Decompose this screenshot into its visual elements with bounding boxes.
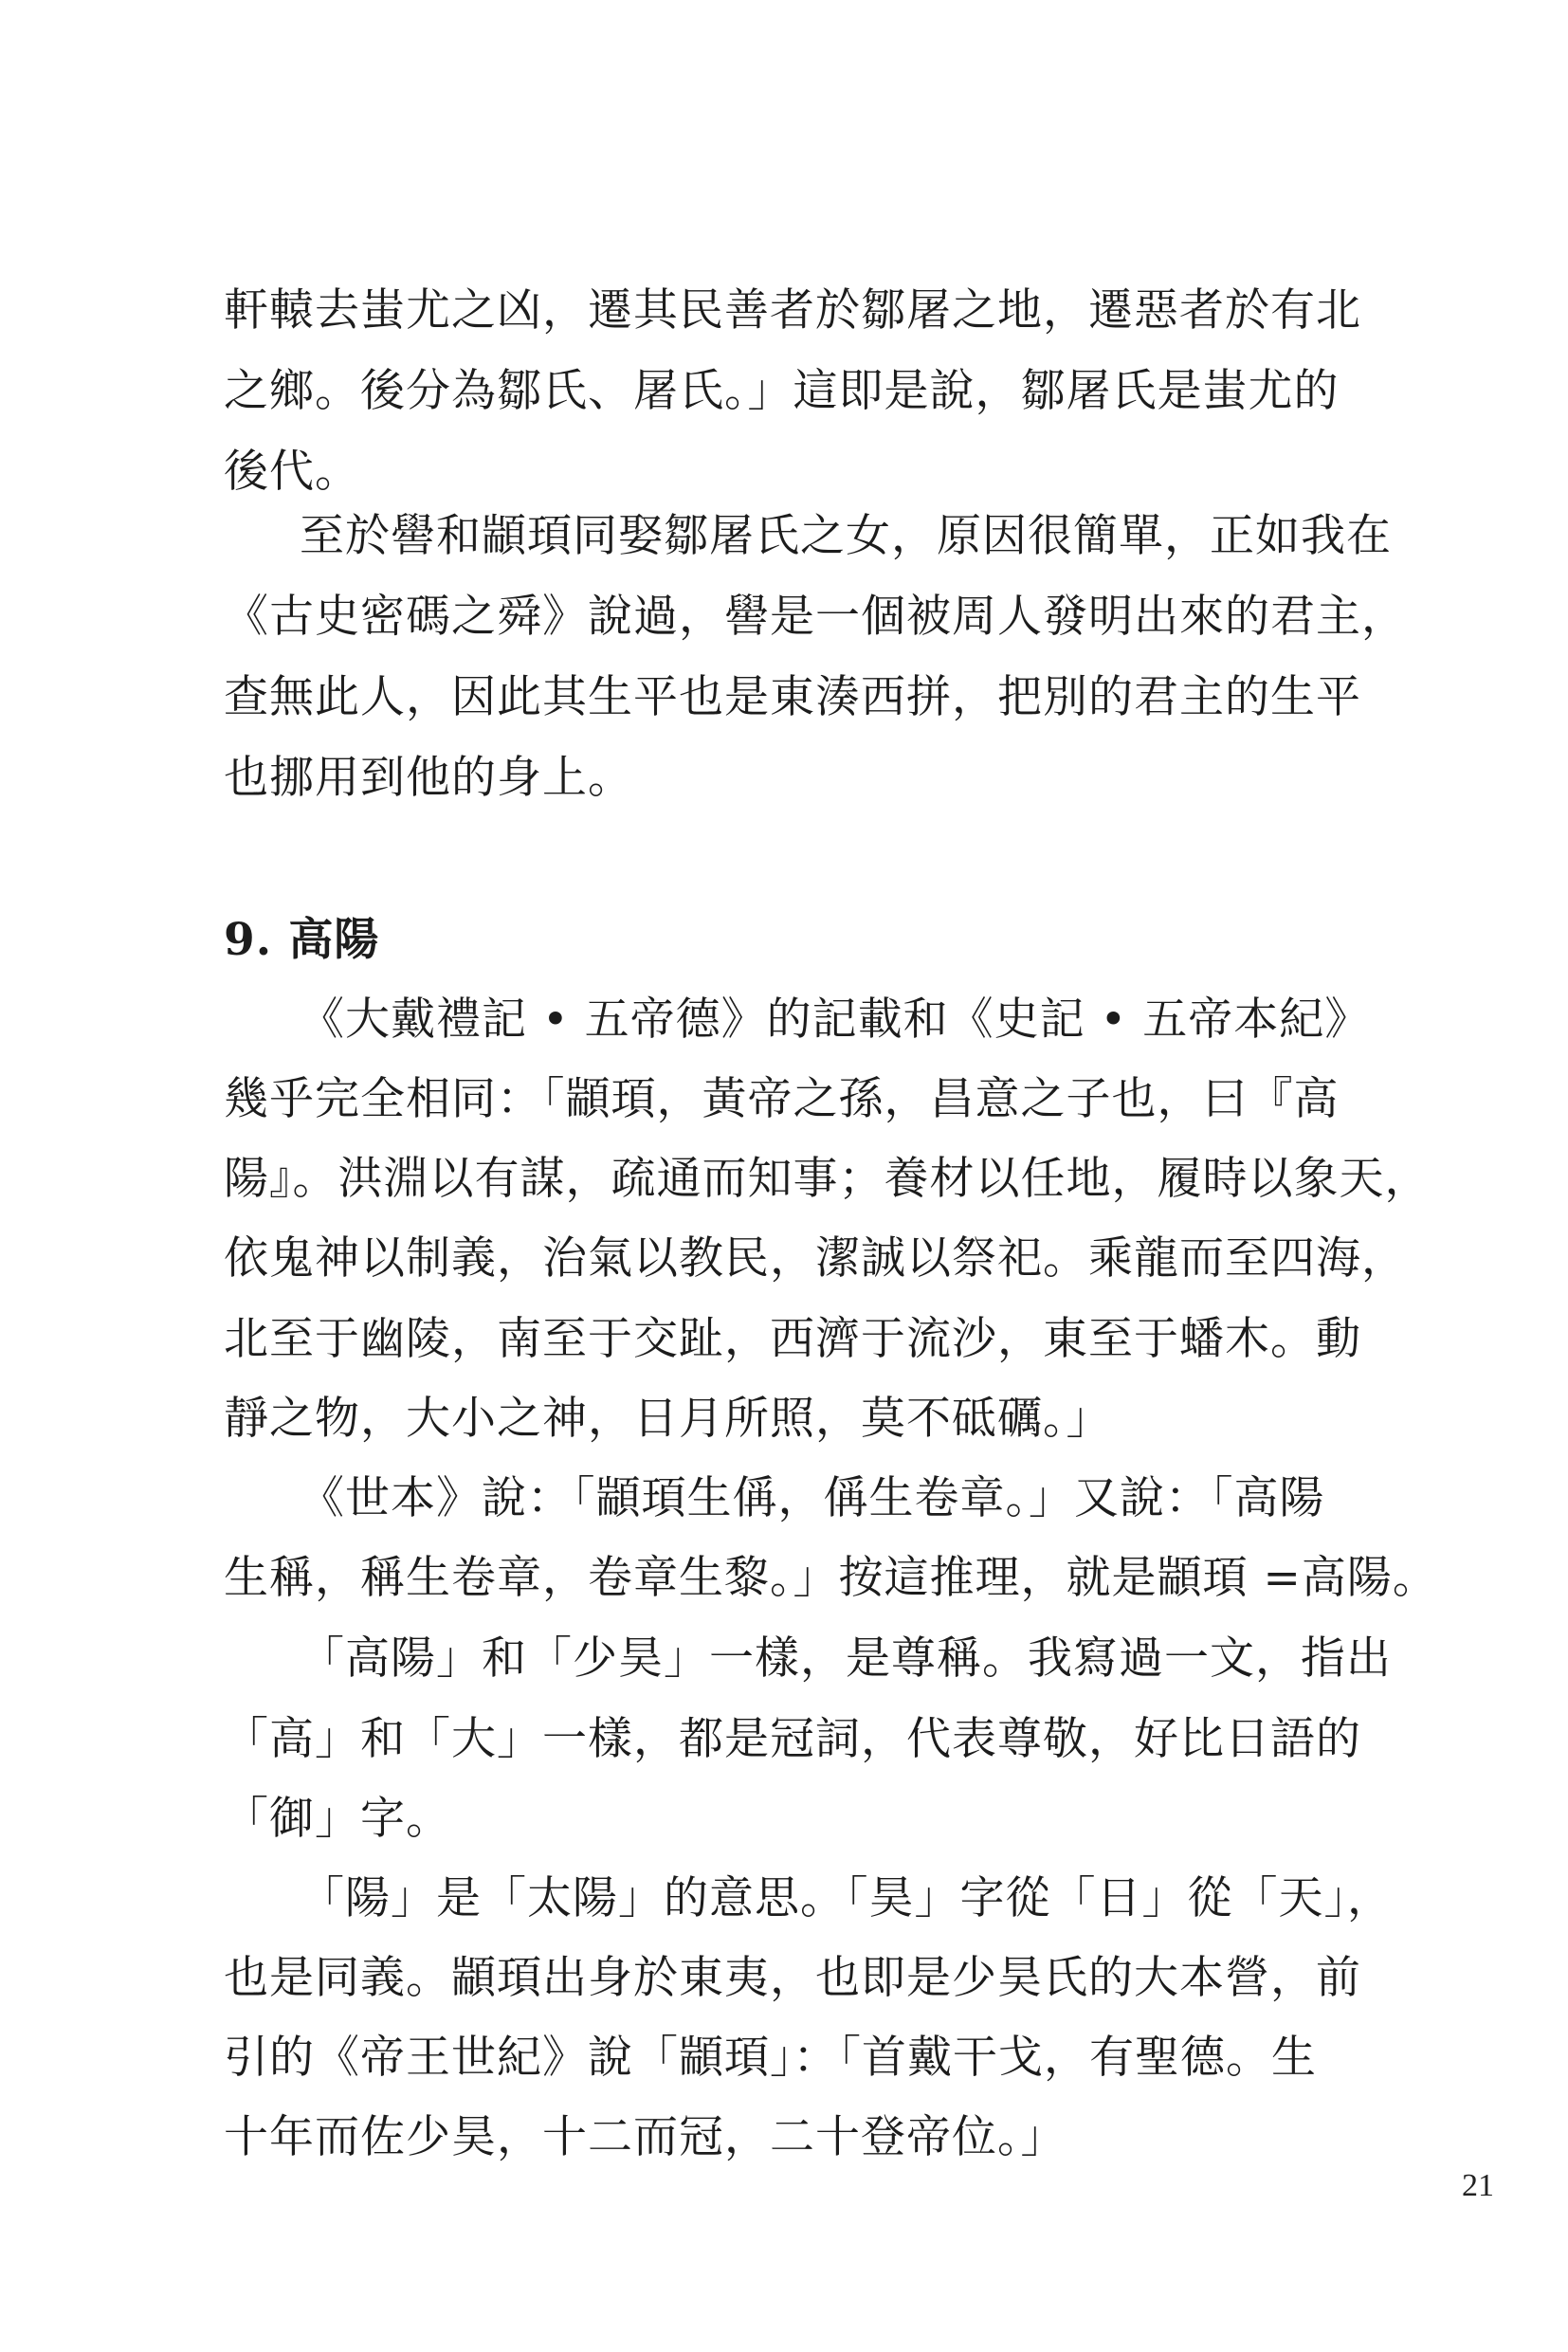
text-line: 也是同義。顓頊出身於東夷，也即是少昊氏的大本營，前 bbox=[224, 1952, 1361, 2004]
text-line: 幾乎完全相同：「顓頊，黃帝之孫，昌意之子也，曰『高 bbox=[224, 1073, 1340, 1125]
text-line: 十年而佐少昊，十二而冠，二十登帝位。」 bbox=[224, 2111, 1067, 2163]
text-line: 北至于幽陵，南至于交趾，西濟于流沙，東至于蟠木。動 bbox=[224, 1313, 1361, 1365]
text-line: 陽』。洪淵以有謀，疏通而知事；養材以任地，履時以象天， bbox=[224, 1153, 1431, 1205]
text-line: 之鄉。後分為鄒氏、屠氏。」這即是說，鄒屠氏是蚩尤的 bbox=[224, 365, 1340, 417]
page-number: 21 bbox=[1462, 2168, 1494, 2203]
text-line: 依鬼神以制義，治氣以教民，潔誠以祭祀。乘龍而至四海， bbox=[224, 1232, 1407, 1285]
text-line: 「高」和「大」一樣，都是冠詞，代表尊敬，好比日語的 bbox=[224, 1713, 1361, 1765]
text-line: 《古史密碼之舜》說過，嚳是一個被周人發明出來的君主， bbox=[224, 591, 1407, 643]
text-line: 「陽」是「太陽」的意思。「昊」字從「日」從「天」， bbox=[300, 1872, 1393, 1924]
text-line: 《大戴禮記 • 五帝德》的記載和《史記 • 五帝本紀》 bbox=[300, 994, 1371, 1046]
text-line: 後代。 bbox=[224, 446, 360, 498]
text-line: 「高陽」和「少昊」一樣，是尊稱。我寫過一文，指出 bbox=[300, 1632, 1392, 1685]
text-line: 《世本》說：「顓頊生偁，偁生卷章。」又說：「高陽 bbox=[300, 1472, 1325, 1524]
text-line: 也挪用到他的身上。 bbox=[224, 752, 633, 804]
text-line: 靜之物，大小之神，日月所照，莫不砥礪。」 bbox=[224, 1393, 1112, 1445]
section-heading: 9. 高陽 bbox=[224, 914, 380, 966]
text-line: 生稱，稱生卷章，卷章生黎。」按這推理，就是顓頊 =高陽。 bbox=[224, 1552, 1438, 1604]
text-line: 至於嚳和顓頊同娶鄒屠氏之女，原因很簡單，正如我在 bbox=[300, 510, 1392, 562]
text-line: 軒轅去蚩尤之凶，遷其民善者於鄒屠之地，遷惡者於有北 bbox=[224, 284, 1361, 337]
text-line: 引的《帝王世紀》說「顓頊」：「首戴干戈，有聖德。生 bbox=[224, 2032, 1317, 2084]
text-line: 「御」字。 bbox=[224, 1793, 451, 1845]
text-line: 查無此人，因此其生平也是東湊西拼，把別的君主的生平 bbox=[224, 671, 1361, 723]
